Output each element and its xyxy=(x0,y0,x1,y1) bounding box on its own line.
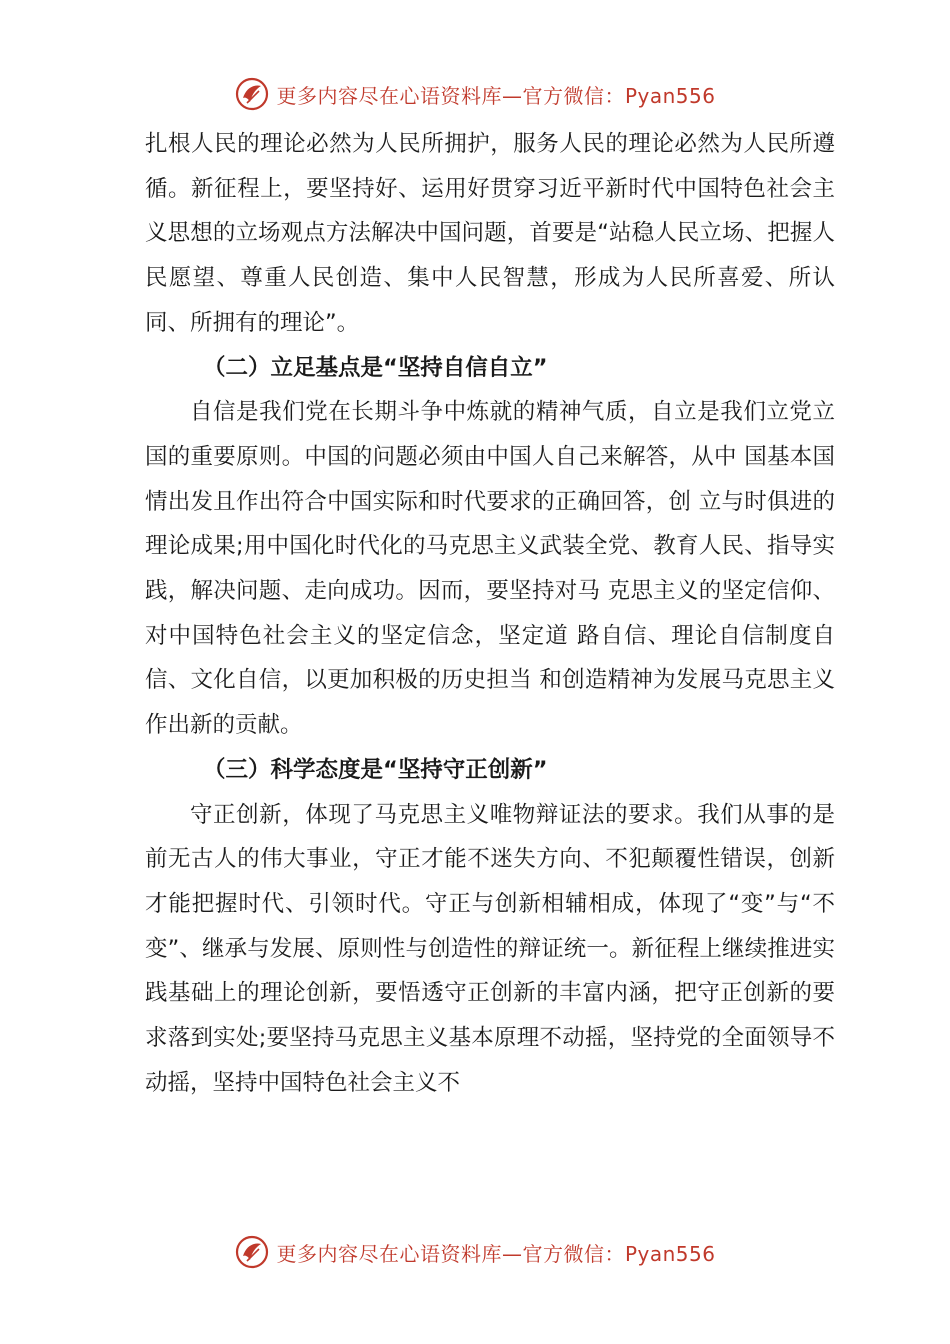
section-heading-3: （三）科学态度是“坚持守正创新” xyxy=(203,756,548,783)
paragraph-3: 守正创新，体现了马克思主义唯物辩证法的要求。我们从事的是前无古人的伟大事业，守正才能不迷失方向、不犯颠覆性错误，创新才能把握时代、引领时代。守正与创新相辅相成，体现了“变”与“不变”、继承与发展、原则性与创造性的辩证统一。新征程上继续推进实践基础上的理论创新，要悟透守正创新的丰富内涵，把守正创新的要求落到实处;要坚持马克思主义基本原理不动摇，坚持党的全面领导不动摇，坚持中国特色社会主义不 xyxy=(145,801,835,1096)
section-heading-2: （二）立足基点是“坚持自信自立” xyxy=(203,354,548,381)
library-logo-icon xyxy=(234,1234,270,1270)
footer-watermark xyxy=(0,1230,950,1274)
header-watermark xyxy=(0,72,950,116)
watermark-text: 更多内容尽在心语资料库—官方微信：Pyan556 xyxy=(276,83,716,108)
document-body xyxy=(145,122,835,1105)
paragraph-2: 自信是我们党在长期斗争中炼就的精神气质，自立是我们立党立国的重要原则。中国的问题必须由中国人自己来解答，从中 国基本国情出发且作出符合中国实际和时代要求的正确回答，创 立与时俱进的理论成果;用中国化时代化的马克思主义武装全党、教育人民、指导实践，解决问题、走向成功。因而，要坚持对马 克思主义的坚定信仰、对中国特色社会主义的坚定信念，坚定道 路自信、理论自信制度自信、文化自信，以更加积极的历史担当 和创造精神为发展马克思主义作出新的贡献。 xyxy=(145,399,835,739)
watermark-text: 更多内容尽在心语资料库—官方微信：Pyan556 xyxy=(276,1241,716,1266)
paragraph-1: 扎根人民的理论必然为人民所拥护，服务人民的理论必然为人民所遵循。新征程上，要坚持好、运用好贯穿习近平新时代中国特色社会主义思想的立场观点方法解决中国问题，首要是“站稳人民立场、把握人民愿望、尊重人民创造、集中人民智慧，形成为人民所喜爱、所认同、所拥有的理论”。 xyxy=(145,131,835,336)
library-logo-icon xyxy=(234,76,270,112)
